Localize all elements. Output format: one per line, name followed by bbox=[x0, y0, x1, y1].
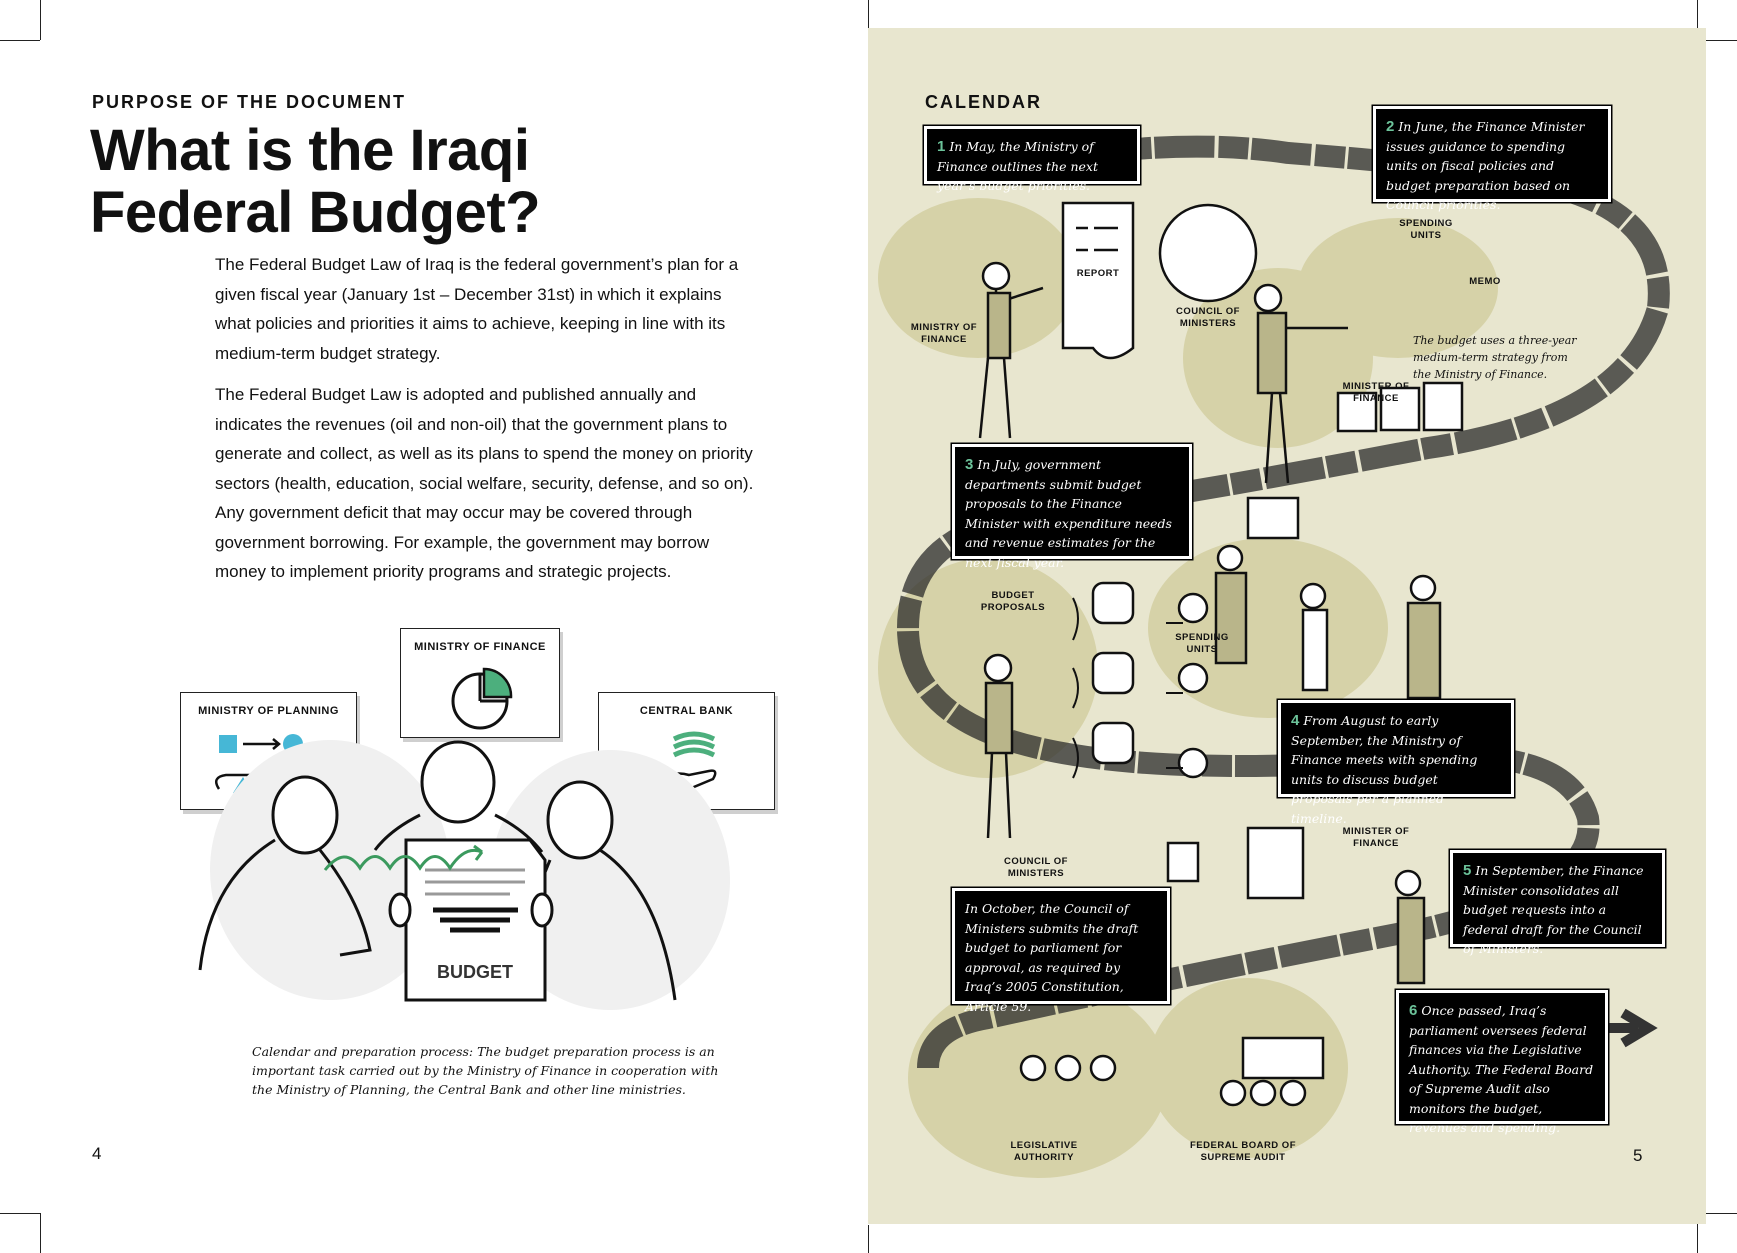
panel-label: MINISTRY OF FINANCE bbox=[414, 641, 546, 653]
paragraph-1: The Federal Budget Law of Iraq is the federal government’s plan for a given fiscal year (January 1st – December 31st) in which it explains what policies and priorities it aims to achieve, keeping in line with its medium-term budget strategy. bbox=[215, 255, 739, 363]
title-line-2: Federal Budget? bbox=[90, 180, 541, 245]
people-with-budget-illustration bbox=[170, 620, 780, 1020]
step-number: 1 bbox=[937, 138, 946, 155]
label-report: REPORT bbox=[1076, 268, 1120, 279]
body-text bbox=[215, 250, 755, 599]
step-text: In July, government departments submit budget proposals to the Finance Minister with expenditure needs and revenue estimates for the next fiscal year. bbox=[965, 457, 1172, 570]
label-minister-of-finance-bottom: MINISTER OF FINANCE bbox=[1342, 826, 1410, 849]
label-memo: MEMO bbox=[1469, 276, 1501, 287]
calendar-step-2 bbox=[1373, 106, 1611, 212]
label-ministry-of-finance: MINISTRY OF FINANCE bbox=[910, 322, 978, 345]
calendar-step-3 bbox=[952, 444, 1192, 570]
page-number-left: 4 bbox=[92, 1144, 102, 1163]
calendar-step-4 bbox=[1278, 700, 1514, 826]
label-council-top: COUNCIL OF MINISTERS bbox=[1176, 306, 1240, 329]
page-title bbox=[90, 120, 540, 244]
label-minister-of-finance-top: MINISTER OF FINANCE bbox=[1342, 381, 1410, 404]
right-page bbox=[868, 28, 1706, 1224]
crop-mark bbox=[868, 1225, 869, 1253]
step-number: 6 bbox=[1409, 1002, 1418, 1019]
calendar-eyebrow: CALENDAR bbox=[925, 92, 1042, 112]
strategy-note: The budget uses a three-year medium-term strategy from the Ministry of Finance. bbox=[1413, 334, 1577, 381]
step-text: From August to early September, the Ministry of Finance meets with spending units to discuss budget proposals per a planned timeline. bbox=[1291, 713, 1478, 826]
title-line-1: What is the Iraqi bbox=[90, 118, 530, 183]
label-spending-units-top: SPENDING UNITS bbox=[1399, 218, 1453, 241]
step-text: Once passed, Iraq’s parliament oversees federal finances via the Legislative Authority. The Federal Board of Supreme Audit also monitors the budget, revenues and spending. bbox=[1409, 1003, 1594, 1135]
crop-mark bbox=[868, 0, 869, 28]
calendar-step-6 bbox=[1396, 990, 1608, 1135]
step-text: In September, the Finance Minister consolidates all budget requests into a federal draft for the Council of Ministers. bbox=[1463, 863, 1644, 956]
figure-caption: Calendar and preparation process: The budget preparation process is an important task carried out by the Ministry of Finance in cooperation with the Ministry of Planning, the Central Bank and other line ministries. bbox=[252, 1044, 719, 1097]
step-text: In June, the Finance Minister issues guidance to spending units on fiscal policies and budget preparation based on Council priorities. bbox=[1386, 119, 1585, 212]
step-number: 3 bbox=[965, 456, 974, 473]
panel-label: CENTRAL BANK bbox=[639, 705, 734, 717]
page-number-right: 5 bbox=[1633, 1146, 1643, 1165]
calendar-step-1 bbox=[924, 126, 1140, 193]
step-number: 2 bbox=[1386, 118, 1395, 135]
step-text: In May, the Ministry of Finance outlines the next year’s budget priorities. bbox=[937, 139, 1098, 193]
calendar-step-october bbox=[952, 888, 1170, 1014]
step-text: In October, the Council of Ministers submits the draft budget to parliament for approval, as required by Iraq’s 2005 Constitution, Article 59. bbox=[965, 901, 1139, 1014]
budget-document-label: BUDGET bbox=[437, 962, 513, 982]
label-legislative-authority: LEGISLATIVE AUTHORITY bbox=[1010, 1140, 1078, 1163]
label-budget-proposals: BUDGET PROPOSALS bbox=[980, 590, 1046, 613]
left-page bbox=[0, 0, 868, 1253]
label-spending-units-mid: SPENDING UNITS bbox=[1175, 632, 1229, 655]
section-eyebrow: PURPOSE OF THE DOCUMENT bbox=[92, 92, 407, 112]
label-federal-board: FEDERAL BOARD OF SUPREME AUDIT bbox=[1190, 1140, 1296, 1163]
step-number: 4 bbox=[1291, 712, 1300, 729]
paragraph-2: The Federal Budget Law is adopted and published annually and indicates the revenues (oil and non-oil) that the government plans to generate and collect, as well as its plans to spend the money on priority sectors (health, education, social welfare, security, defense, and so on). Any government deficit that may occur may be covered through government borrowing. For example, the government may borrow money to implement priority programs and strategic projects. bbox=[215, 385, 754, 581]
calendar-step-5 bbox=[1450, 850, 1665, 956]
panel-label: MINISTRY OF PLANNING bbox=[198, 705, 339, 717]
label-council-bottom: COUNCIL OF MINISTERS bbox=[1004, 856, 1068, 879]
step-number: 5 bbox=[1463, 862, 1472, 879]
